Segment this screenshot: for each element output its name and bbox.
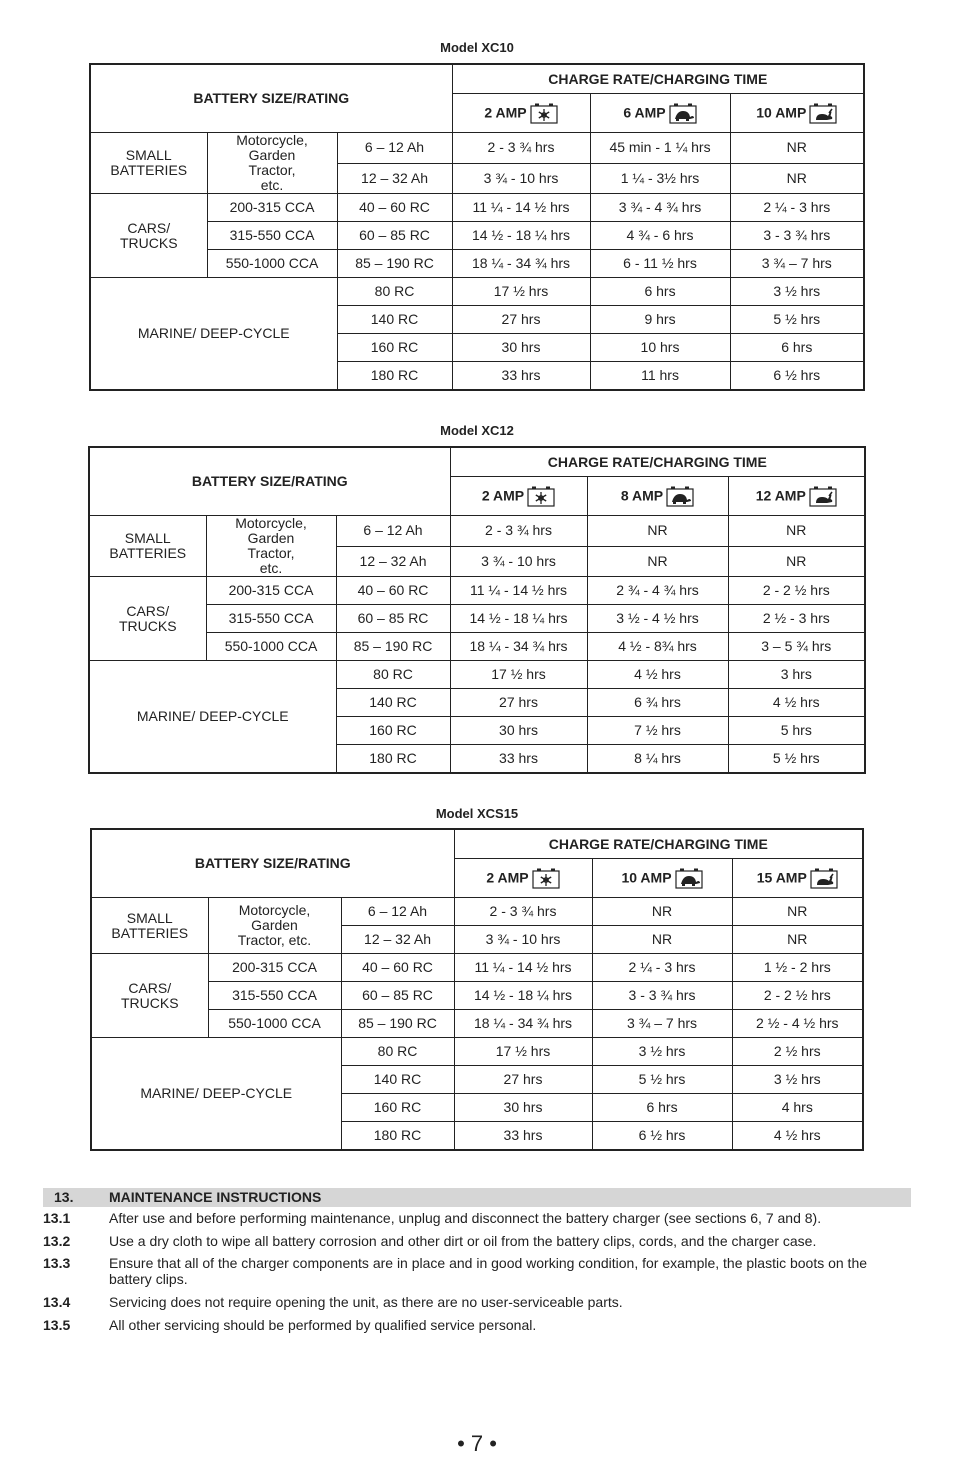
time-cell: 18 ¼ - 34 ¾ hrs [452, 250, 590, 278]
time-cell: 2 - 3 ¾ hrs [452, 133, 590, 164]
time-cell: 6 hrs [590, 278, 730, 306]
time-cell: 5 ½ hrs [728, 745, 865, 774]
item-text: Servicing does not require opening the unit, as there are no user-serviceable parts. [109, 1294, 623, 1310]
amp-header [587, 477, 728, 516]
time-cell: 4 ½ hrs [728, 689, 865, 717]
capacity-cell: 140 RC [336, 689, 450, 717]
time-cell: 3 - 3 ¾ hrs [730, 222, 864, 250]
capacity-cell: 160 RC [336, 717, 450, 745]
amp-header [590, 94, 730, 133]
time-cell: 2 - 2 ½ hrs [728, 577, 865, 605]
time-cell: 27 hrs [452, 306, 590, 334]
amp-label: 15 AMP [756, 869, 807, 886]
time-cell: 2 ½ - 4 ½ hrs [732, 1010, 863, 1038]
rating-cell: 550-1000 CCA [208, 1010, 341, 1038]
time-cell: 33 hrs [452, 362, 590, 391]
time-cell: 7 ½ hrs [587, 717, 728, 745]
time-cell: NR [592, 926, 732, 954]
snowflake-battery-icon [532, 867, 560, 889]
item-number: 13.1 [43, 1210, 71, 1226]
time-cell: 3 hrs [728, 661, 865, 689]
item-text: Use a dry cloth to wipe all battery corrosion and other dirt or oil from the battery clips, cords, and the charger case. [109, 1233, 817, 1249]
time-cell: 3 ¾ - 10 hrs [450, 546, 587, 577]
table-row [89, 633, 865, 661]
charge-rate-header: CHARGE RATE/CHARGING TIME [454, 829, 863, 859]
time-cell: 5 ½ hrs [730, 306, 864, 334]
capacity-cell: 80 RC [337, 278, 452, 306]
time-cell: 2 - 3 ¾ hrs [454, 898, 592, 926]
time-cell: 3 ¾ - 10 hrs [454, 926, 592, 954]
time-cell: 30 hrs [450, 717, 587, 745]
time-cell: 27 hrs [454, 1066, 592, 1094]
table-row [90, 194, 864, 222]
table-row [91, 1038, 863, 1066]
time-cell: NR [587, 516, 728, 547]
table-row [90, 278, 864, 306]
amp-label: 2 AMP [481, 487, 525, 504]
time-cell: 6 hrs [592, 1094, 732, 1122]
amp-label: 2 AMP [484, 104, 527, 121]
item-text: All other servicing should be performed by qualified service personal. [109, 1317, 537, 1333]
capacity-cell: 80 RC [336, 661, 450, 689]
time-cell: 3 - 3 ¾ hrs [592, 982, 732, 1010]
time-cell: NR [732, 898, 863, 926]
small-battery-types: Motorcycle, Garden Tractor, etc. [206, 516, 336, 577]
time-cell: NR [587, 546, 728, 577]
amp-header [732, 859, 863, 898]
time-cell: 2 - 3 ¾ hrs [450, 516, 587, 547]
charge-rate-header: CHARGE RATE/CHARGING TIME [452, 64, 864, 94]
amp-label: 10 AMP [756, 104, 807, 121]
time-cell: 2 ¾ - 4 ¾ hrs [587, 577, 728, 605]
table-row [89, 516, 865, 547]
capacity-cell: 12 – 32 Ah [337, 163, 452, 194]
time-cell: 2 - 2 ½ hrs [732, 982, 863, 1010]
time-cell: 1 ½ - 2 hrs [732, 954, 863, 982]
maintenance-item [43, 1317, 911, 1335]
time-cell: 3 ¾ – 7 hrs [730, 250, 864, 278]
item-number: 13.2 [43, 1233, 71, 1249]
time-cell: 27 hrs [450, 689, 587, 717]
item-number: 13.3 [43, 1255, 71, 1271]
capacity-cell: 40 – 60 RC [337, 194, 452, 222]
time-cell: 18 ¼ - 34 ¾ hrs [454, 1010, 592, 1038]
amp-label: 12 AMP [755, 487, 806, 504]
item-text: Ensure that all of the charger components are in place and in good working condition, for example, the plastic boots on the battery clips. [109, 1255, 868, 1287]
time-cell: 17 ½ hrs [454, 1038, 592, 1066]
time-cell: 3 ¾ – 7 hrs [592, 1010, 732, 1038]
capacity-cell: 140 RC [341, 1066, 454, 1094]
time-cell: 3 ½ hrs [732, 1066, 863, 1094]
group-cars-trucks: CARS/ TRUCKS [89, 577, 206, 661]
capacity-cell: 40 – 60 RC [341, 954, 454, 982]
table-row [90, 222, 864, 250]
group-cars-trucks: CARS/ TRUCKS [91, 954, 208, 1038]
amp-label: 10 AMP [621, 869, 672, 886]
time-cell: 4 hrs [732, 1094, 863, 1122]
time-cell: 30 hrs [452, 334, 590, 362]
time-cell: NR [728, 546, 865, 577]
group-small-batteries: SMALL BATTERIES [89, 516, 206, 577]
snowflake-battery-icon [527, 485, 555, 507]
time-cell: 5 ½ hrs [592, 1066, 732, 1094]
capacity-cell: 60 – 85 RC [341, 982, 454, 1010]
group-marine-deep-cycle: MARINE/ DEEP-CYCLE [89, 661, 336, 774]
time-cell: 6 hrs [730, 334, 864, 362]
rating-cell: 550-1000 CCA [207, 250, 337, 278]
time-cell: 4 ½ hrs [732, 1122, 863, 1151]
time-cell: 3 ¾ - 10 hrs [452, 163, 590, 194]
amp-label: 2 AMP [486, 869, 529, 886]
time-cell: 14 ½ - 18 ¼ hrs [450, 605, 587, 633]
amp-label: 6 AMP [623, 104, 666, 121]
time-cell: 33 hrs [450, 745, 587, 774]
time-cell: 4 ½ hrs [587, 661, 728, 689]
capacity-cell: 180 RC [336, 745, 450, 774]
capacity-cell: 85 – 190 RC [341, 1010, 454, 1038]
table-row [89, 577, 865, 605]
time-cell: 45 min - 1 ¼ hrs [590, 133, 730, 164]
time-cell: 1 ¼ - 3½ hrs [590, 163, 730, 194]
page-number: • 7 • [457, 1431, 497, 1456]
capacity-cell: 85 – 190 RC [336, 633, 450, 661]
capacity-cell: 60 – 85 RC [336, 605, 450, 633]
capacity-cell: 160 RC [337, 334, 452, 362]
time-cell: 6 ½ hrs [730, 362, 864, 391]
time-cell: 11 ¼ - 14 ½ hrs [454, 954, 592, 982]
battery-size-header: BATTERY SIZE/RATING [89, 447, 450, 516]
time-cell: 11 ¼ - 14 ½ hrs [450, 577, 587, 605]
time-cell: 11 hrs [590, 362, 730, 391]
rabbit-battery-icon [810, 867, 838, 889]
item-number: 13.4 [43, 1294, 71, 1310]
item-number: 13.5 [43, 1317, 71, 1333]
time-cell: 3 ½ hrs [592, 1038, 732, 1066]
time-cell: NR [728, 516, 865, 547]
time-cell: 5 hrs [728, 717, 865, 745]
model-title: Model XC10 [440, 40, 514, 55]
charge-table-xcs15 [90, 828, 864, 1151]
rating-cell: 315-550 CCA [207, 222, 337, 250]
time-cell: 6 ¾ hrs [587, 689, 728, 717]
battery-size-header: BATTERY SIZE/RATING [91, 829, 454, 898]
time-cell: 3 ½ - 4 ½ hrs [587, 605, 728, 633]
time-cell: 30 hrs [454, 1094, 592, 1122]
time-cell: 17 ½ hrs [450, 661, 587, 689]
time-cell: 14 ½ - 18 ¼ hrs [454, 982, 592, 1010]
group-marine-deep-cycle: MARINE/ DEEP-CYCLE [91, 1038, 341, 1151]
section-title: MAINTENANCE INSTRUCTIONS [109, 1189, 322, 1205]
amp-header [730, 94, 864, 133]
rating-cell: 200-315 CCA [207, 194, 337, 222]
capacity-cell: 6 – 12 Ah [341, 898, 454, 926]
table-row [91, 898, 863, 926]
time-cell: 2 ½ hrs [732, 1038, 863, 1066]
model-title: Model XC12 [440, 423, 514, 438]
charge-rate-header: CHARGE RATE/CHARGING TIME [450, 447, 865, 477]
capacity-cell: 6 – 12 Ah [336, 516, 450, 547]
amp-label: 8 AMP [620, 487, 664, 504]
capacity-cell: 60 – 85 RC [337, 222, 452, 250]
capacity-cell: 12 – 32 Ah [336, 546, 450, 577]
time-cell: NR [730, 133, 864, 164]
capacity-cell: 12 – 32 Ah [341, 926, 454, 954]
capacity-cell: 80 RC [341, 1038, 454, 1066]
time-cell: 3 ¾ - 4 ¾ hrs [590, 194, 730, 222]
maintenance-item [43, 1210, 911, 1228]
capacity-cell: 6 – 12 Ah [337, 133, 452, 164]
turtle-battery-icon [666, 485, 694, 507]
time-cell: 4 ½ - 8¾ hrs [587, 633, 728, 661]
rating-cell: 200-315 CCA [206, 577, 336, 605]
section-number: 13. [54, 1189, 74, 1205]
group-cars-trucks: CARS/ TRUCKS [90, 194, 207, 278]
capacity-cell: 85 – 190 RC [337, 250, 452, 278]
small-battery-types: Motorcycle, Garden Tractor, etc. [207, 133, 337, 194]
amp-header [728, 477, 865, 516]
capacity-cell: 180 RC [337, 362, 452, 391]
maintenance-heading [43, 1188, 911, 1207]
battery-size-header: BATTERY SIZE/RATING [90, 64, 452, 133]
time-cell: 14 ½ - 18 ¼ hrs [452, 222, 590, 250]
rabbit-battery-icon [809, 102, 837, 124]
rabbit-battery-icon [809, 485, 837, 507]
time-cell: 2 ½ - 3 hrs [728, 605, 865, 633]
rating-cell: 315-550 CCA [206, 605, 336, 633]
capacity-cell: 40 – 60 RC [336, 577, 450, 605]
rating-cell: 200-315 CCA [208, 954, 341, 982]
item-text: After use and before performing maintenance, unplug and disconnect the battery charger (see sections 6, 7 and 8). [109, 1210, 822, 1226]
time-cell: 18 ¼ - 34 ¾ hrs [450, 633, 587, 661]
group-marine-deep-cycle: MARINE/ DEEP-CYCLE [90, 278, 337, 391]
small-battery-types: Motorcycle, Garden Tractor, etc. [208, 898, 341, 954]
rating-cell: 315-550 CCA [208, 982, 341, 1010]
maintenance-item [43, 1294, 911, 1312]
time-cell: 10 hrs [590, 334, 730, 362]
amp-header [452, 94, 590, 133]
time-cell: 3 – 5 ¾ hrs [728, 633, 865, 661]
group-small-batteries: SMALL BATTERIES [90, 133, 207, 194]
amp-header [592, 859, 732, 898]
time-cell: NR [730, 163, 864, 194]
table-row [91, 954, 863, 982]
model-title: Model XCS15 [435, 806, 519, 821]
group-small-batteries: SMALL BATTERIES [91, 898, 208, 954]
charge-table-xc12 [88, 446, 866, 774]
capacity-cell: 180 RC [341, 1122, 454, 1151]
maintenance-item [43, 1233, 911, 1251]
time-cell: 3 ½ hrs [730, 278, 864, 306]
time-cell: 9 hrs [590, 306, 730, 334]
time-cell: 11 ¼ - 14 ½ hrs [452, 194, 590, 222]
time-cell: 8 ¼ hrs [587, 745, 728, 774]
time-cell: 6 ½ hrs [592, 1122, 732, 1151]
table-row [89, 605, 865, 633]
time-cell: 4 ¾ - 6 hrs [590, 222, 730, 250]
time-cell: 2 ¼ - 3 hrs [592, 954, 732, 982]
capacity-cell: 160 RC [341, 1094, 454, 1122]
time-cell: 17 ½ hrs [452, 278, 590, 306]
table-row [90, 133, 864, 164]
charge-table-xc10 [89, 63, 865, 391]
maintenance-item [43, 1255, 911, 1289]
capacity-cell: 140 RC [337, 306, 452, 334]
table-row [90, 250, 864, 278]
amp-header [454, 859, 592, 898]
rating-cell: 550-1000 CCA [206, 633, 336, 661]
time-cell: 2 ¼ - 3 hrs [730, 194, 864, 222]
snowflake-battery-icon [530, 102, 558, 124]
turtle-battery-icon [669, 102, 697, 124]
time-cell: 6 - 11 ½ hrs [590, 250, 730, 278]
table-row [89, 661, 865, 689]
time-cell: NR [732, 926, 863, 954]
time-cell: NR [592, 898, 732, 926]
time-cell: 33 hrs [454, 1122, 592, 1151]
amp-header [450, 477, 587, 516]
turtle-battery-icon [675, 867, 703, 889]
